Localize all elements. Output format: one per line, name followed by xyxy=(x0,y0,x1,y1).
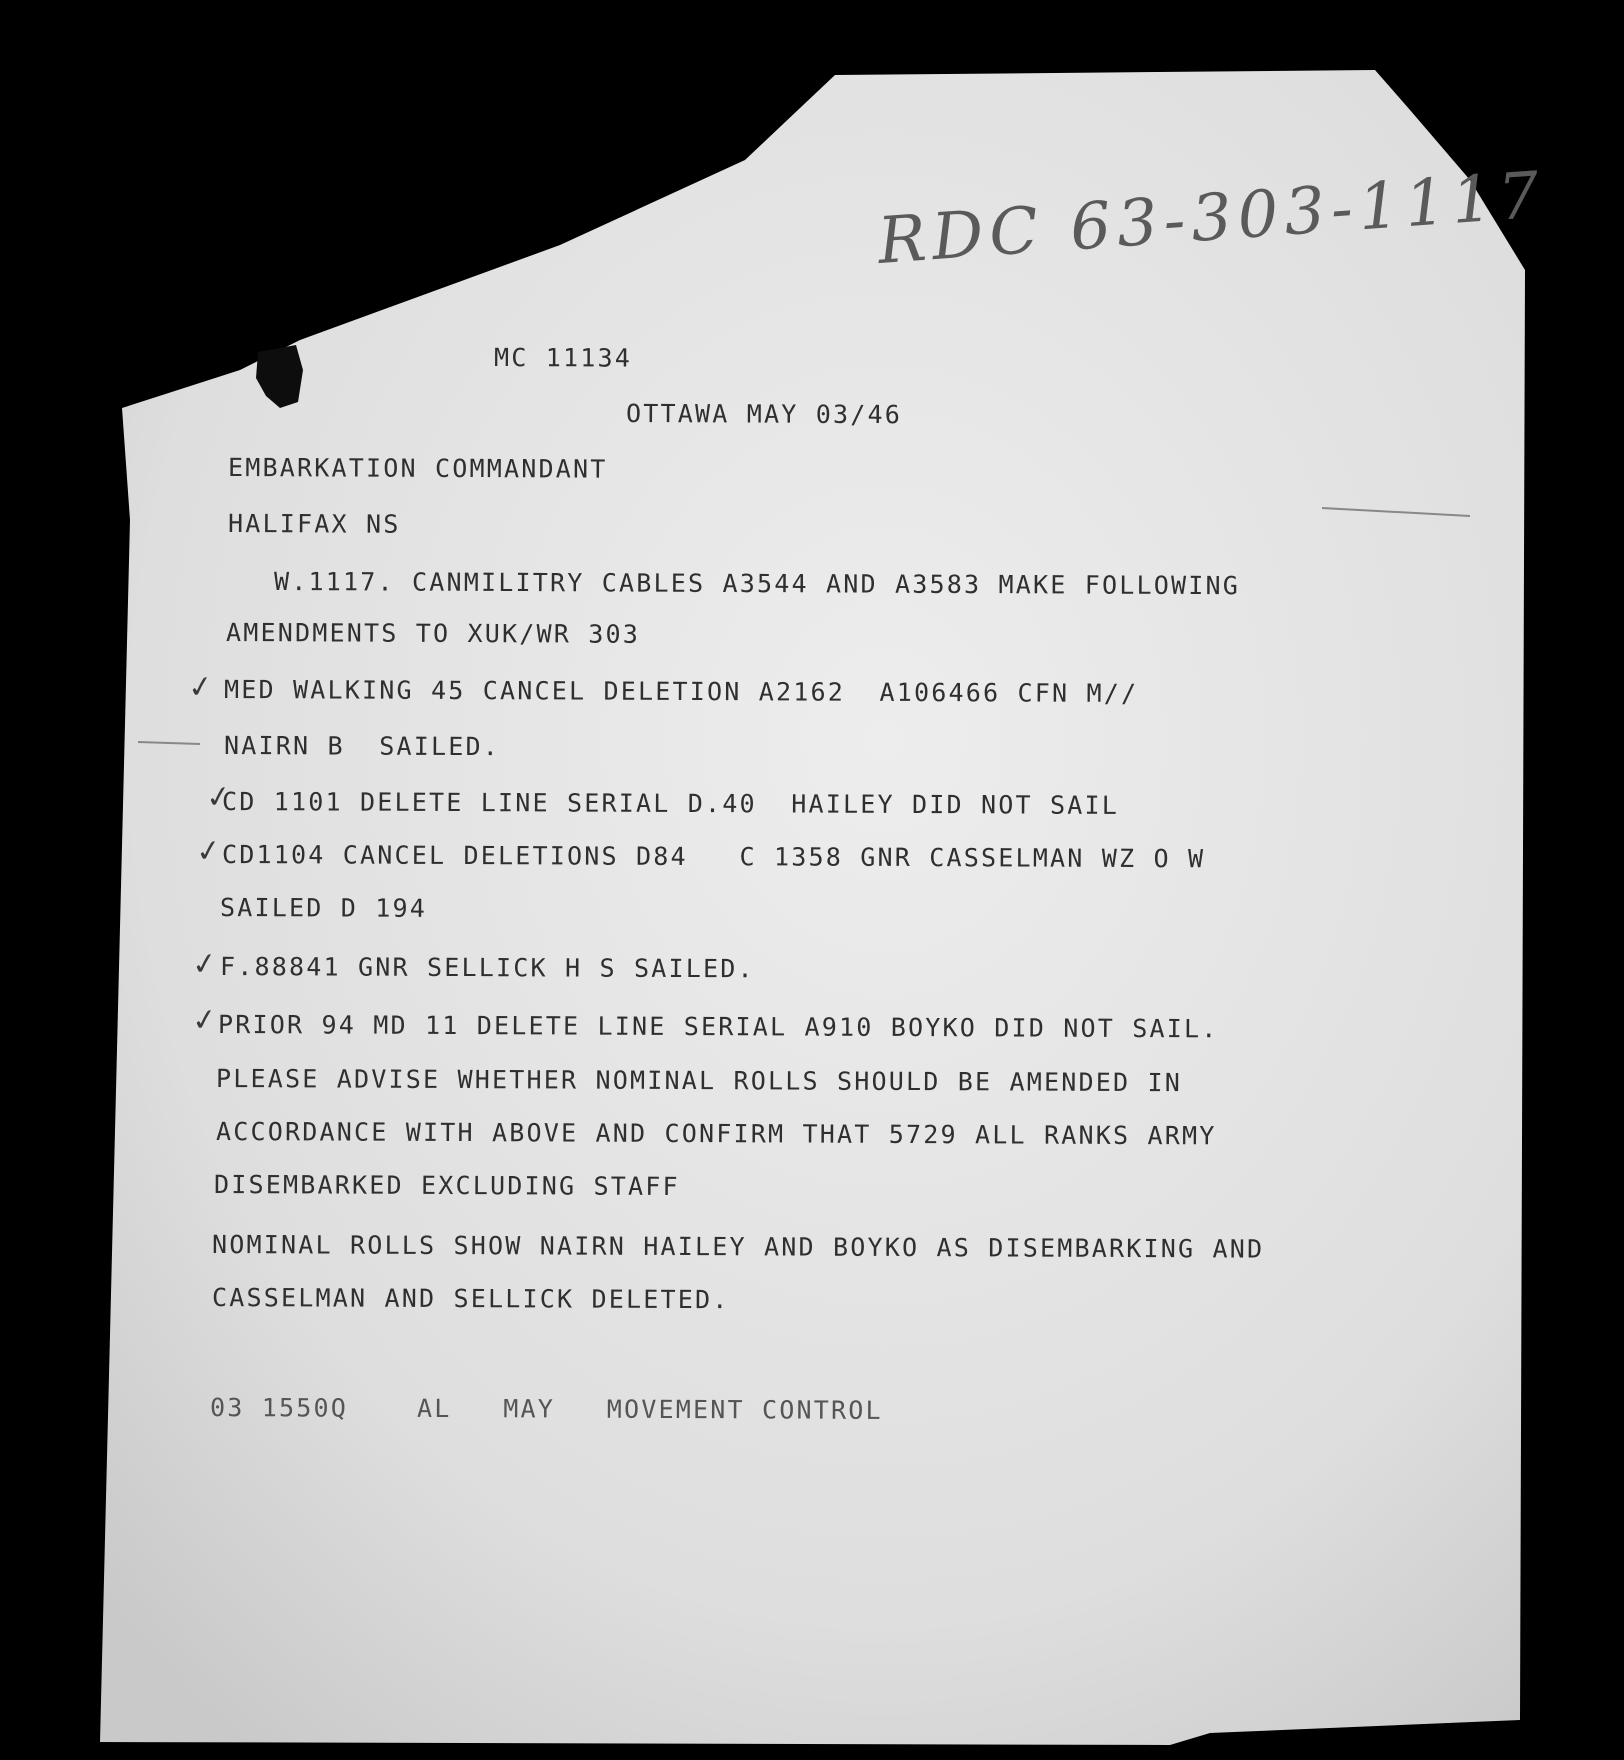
check-mark-icon: ✓ xyxy=(193,832,224,871)
body-line: DISEMBARKED EXCLUDING STAFF xyxy=(213,1170,680,1202)
body-line: CD1104 CANCEL DELETIONS D84 C 1358 GNR CASSELMAN WZ O W xyxy=(221,840,1206,874)
body-line: CASSELMAN AND SELLICK DELETED. xyxy=(211,1283,730,1315)
body-line: NOMINAL ROLLS SHOW NAIRN HAILEY AND BOYKO AS DISEMBARKING AND xyxy=(211,1230,1265,1264)
body-line: MED WALKING 45 CANCEL DELETION A2162 A106466 CFN M// xyxy=(223,675,1139,708)
signature-line: 03 1550Q AL MAY MOVEMENT CONTROL xyxy=(209,1393,883,1425)
body-line: PRIOR 94 MD 11 DELETE LINE SERIAL A910 BOYKO DID NOT SAIL. xyxy=(217,1010,1219,1044)
check-mark-icon: ✓ xyxy=(189,1001,220,1040)
body-line: F.88841 GNR SELLICK H S SAILED. xyxy=(219,952,755,984)
body-line: SAILED D 194 xyxy=(219,893,428,923)
body-line: CD 1101 DELETE LINE SERIAL D.40 HAILEY DID NOT SAIL xyxy=(221,787,1120,820)
check-mark-icon: ✓ xyxy=(185,668,216,707)
body-line: PLEASE ADVISE WHETHER NOMINAL ROLLS SHOULD BE AMENDED IN xyxy=(215,1064,1183,1098)
body-line: W.1117. CANMILITRY CABLES A3544 AND A3583 MAKE FOLLOWING xyxy=(273,567,1241,601)
message-number: MC 11134 xyxy=(493,343,633,373)
body-line: AMENDMENTS TO XUK/WR 303 xyxy=(225,618,641,649)
check-mark-icon: ✓ xyxy=(203,778,234,817)
body-line: ACCORDANCE WITH ABOVE AND CONFIRM THAT 5729 ALL RANKS ARMY xyxy=(215,1117,1217,1151)
addressee-line-1: EMBARKATION COMMANDANT xyxy=(227,453,608,484)
check-mark-icon: ✓ xyxy=(189,945,220,984)
origin-date: OTTAWA MAY 03/46 xyxy=(625,399,903,430)
handwritten-file-number: RDC 63-303-1117 xyxy=(875,158,1548,279)
body-line: NAIRN B SAILED. xyxy=(223,731,501,762)
addressee-line-2: HALIFAX NS xyxy=(227,509,401,539)
